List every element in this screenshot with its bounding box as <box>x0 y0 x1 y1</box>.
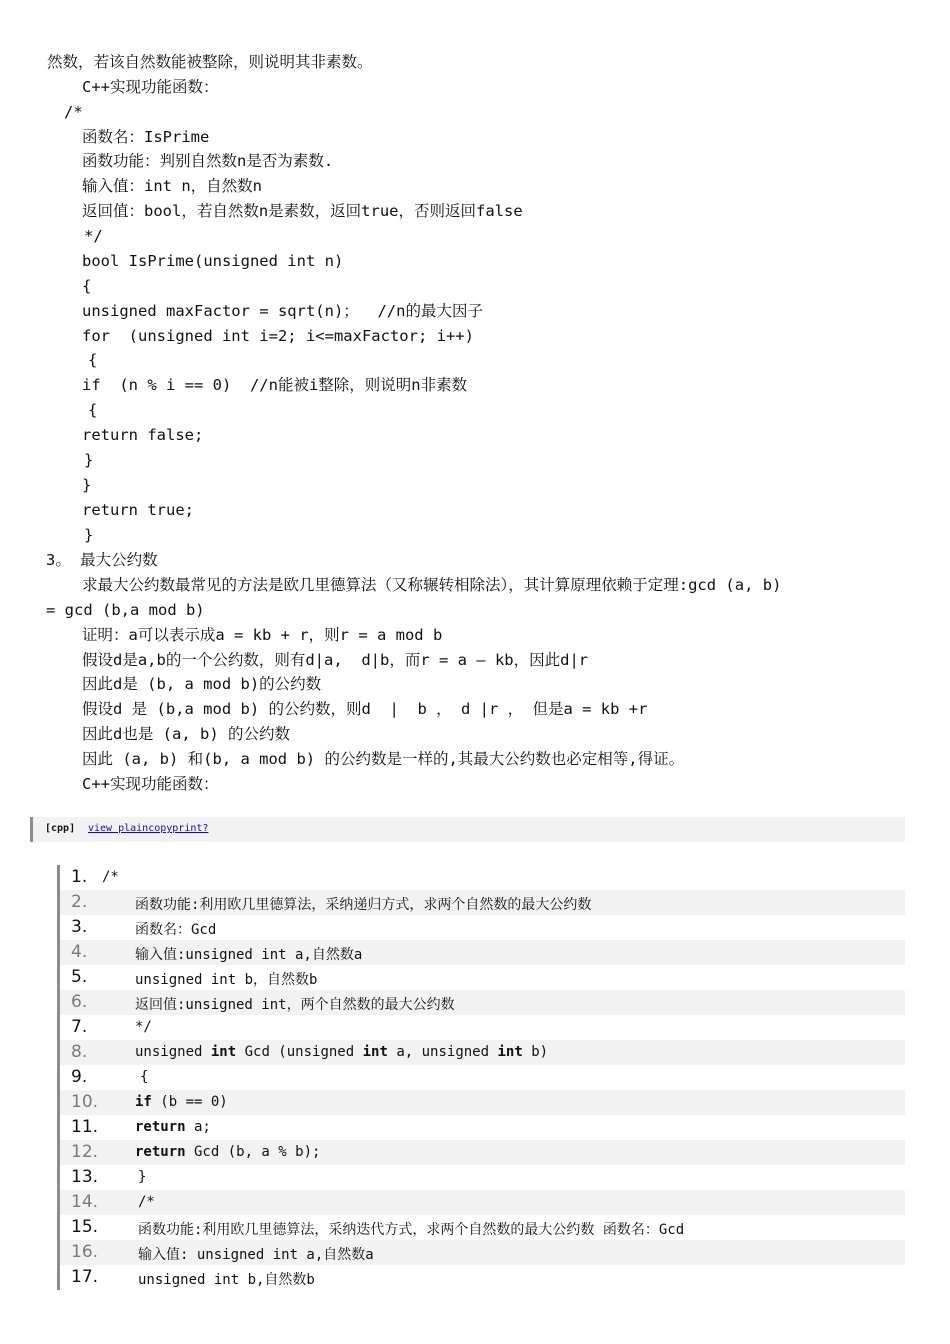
text-line: C++实现功能函数： <box>82 775 219 793</box>
code-token: 函数功能:利用欧几里德算法，采纳递归方式，求两个自然数的最大公约数 <box>135 897 592 913</box>
code-token: 输入值:unsigned int a,自然数a <box>135 947 363 963</box>
line-number: 7. <box>71 1017 88 1037</box>
code-text <box>140 1069 148 1085</box>
line-number: 11. <box>71 1117 99 1137</box>
code-row <box>60 990 905 1015</box>
line-number: 2. <box>71 892 88 912</box>
text-line: 因此 (a, b) 和(b, a mod b) 的公约数是一样的,其最大公约数也必定相等,得证。 <box>82 750 685 768</box>
code-language-label: [cpp] <box>45 823 76 834</box>
code-line: 函数名：IsPrime <box>82 128 210 146</box>
keyword: return <box>135 1144 186 1160</box>
code-row <box>60 1115 905 1140</box>
text-line: 因此d也是 (a, b) 的公约数 <box>82 725 290 743</box>
code-text <box>135 969 317 989</box>
code-line: unsigned maxFactor = sqrt(n)； //n的最大因子 <box>82 302 483 320</box>
section-heading: 3。 最大公约数 <box>46 551 158 569</box>
code-token: a; <box>185 1119 211 1135</box>
code-text <box>138 1269 315 1289</box>
code-row <box>60 890 905 915</box>
text-line: = gcd (b,a mod b) <box>46 601 205 619</box>
code-token: } <box>138 1169 147 1185</box>
code-line: { <box>88 351 98 369</box>
code-text <box>135 1044 548 1060</box>
keyword: return <box>135 1119 186 1135</box>
code-line: bool IsPrime(unsigned int n) <box>82 252 344 270</box>
line-number: 9. <box>71 1067 88 1087</box>
code-row <box>60 1090 905 1115</box>
code-row <box>60 1165 905 1190</box>
code-token: Gcd (b, a % b); <box>185 1144 321 1160</box>
code-token: Gcd (unsigned <box>236 1044 363 1060</box>
keyword: int <box>497 1044 523 1060</box>
code-token: 输入值: unsigned int a,自然数a <box>138 1247 374 1263</box>
code-token: /* <box>138 1194 155 1210</box>
keyword: if <box>135 1094 152 1110</box>
code-line: } <box>82 476 92 494</box>
line-number: 8. <box>71 1042 88 1062</box>
code-token: unsigned <box>135 1044 211 1060</box>
code-row <box>60 865 905 890</box>
code-line: for (unsigned int i=2; i<=maxFactor; i++) <box>82 327 474 345</box>
code-token: b) <box>522 1044 549 1060</box>
line-number: 14. <box>71 1192 99 1212</box>
code-token: unsigned int b,自然数b <box>138 1272 315 1288</box>
code-line: 返回值：bool，若自然数n是素数，返回true，否则返回false <box>82 202 523 220</box>
code-text <box>138 1244 374 1264</box>
code-text <box>135 1119 211 1135</box>
code-row <box>60 940 905 965</box>
code-row <box>60 1190 905 1215</box>
code-line: if (n % i == 0) //n能被i整除，则说明n非素数 <box>82 376 468 394</box>
code-token: */ <box>135 1019 152 1035</box>
code-row <box>60 965 905 990</box>
line-number: 3. <box>71 917 88 937</box>
text-line: 证明：a可以表示成a = kb + r，则r = a mod b <box>82 626 443 644</box>
code-line: return true; <box>82 501 194 519</box>
code-text <box>138 1194 155 1210</box>
code-token: unsigned int b，自然数b <box>135 972 318 988</box>
code-text <box>135 894 591 914</box>
text-line: C++实现功能函数： <box>82 78 219 96</box>
code-text <box>135 1094 228 1110</box>
text-line: 假设d 是 (b,a mod b) 的公约数，则d | b ， d |r ， 但是a = kb +r <box>82 700 648 718</box>
line-number: 17. <box>71 1267 99 1287</box>
line-number: 10. <box>71 1092 99 1112</box>
code-line: } <box>84 451 94 469</box>
line-number: 12. <box>71 1142 99 1162</box>
code-token: { <box>140 1069 149 1085</box>
text-line: 然数，若该自然数能被整除，则说明其非素数。 <box>47 53 373 71</box>
code-row <box>60 1015 905 1040</box>
code-text <box>135 944 362 964</box>
code-line: { <box>82 277 92 295</box>
code-line: return false; <box>82 426 204 444</box>
code-text <box>138 1219 684 1239</box>
keyword: int <box>362 1044 388 1060</box>
code-line: 函数功能：判别自然数n是否为素数. <box>82 152 334 170</box>
code-line: 输入值：int n，自然数n <box>82 177 262 195</box>
code-line: } <box>84 526 94 544</box>
code-token: 函数功能:利用欧几里德算法，采纳迭代方式，求两个自然数的最大公约数 函数名：Gcd <box>138 1222 685 1238</box>
line-number: 13. <box>71 1167 99 1187</box>
code-row <box>60 1140 905 1165</box>
line-number: 16. <box>71 1242 99 1262</box>
code-token: a, unsigned <box>387 1044 498 1060</box>
keyword: int <box>210 1044 237 1060</box>
code-row <box>60 1215 905 1240</box>
code-token: 函数名：Gcd <box>135 922 217 938</box>
code-toolbar-links[interactable]: view plaincopyprint? <box>88 823 209 834</box>
text-line: 因此d是 (b, a mod b)的公约数 <box>82 675 322 693</box>
code-line: /* <box>64 103 83 121</box>
code-text <box>102 869 119 885</box>
code-token: /* <box>102 869 119 885</box>
code-text <box>135 1144 320 1160</box>
code-text <box>135 994 455 1014</box>
line-number: 4. <box>71 942 88 962</box>
code-token: 返回值:unsigned int，两个自然数的最大公约数 <box>135 997 455 1013</box>
code-token: (b == 0) <box>151 1094 228 1110</box>
line-number: 15. <box>71 1217 99 1237</box>
code-line: */ <box>84 227 103 245</box>
text-line: 假设d是a,b的一个公约数，则有d|a, d|b，而r = a — kb，因此d|r <box>82 651 589 669</box>
code-toolbar <box>30 817 905 842</box>
code-row <box>60 1265 905 1290</box>
code-row <box>60 1065 905 1090</box>
code-row <box>60 915 905 940</box>
code-line: { <box>88 401 98 419</box>
line-number: 1. <box>71 867 88 887</box>
code-text <box>138 1169 146 1185</box>
code-text <box>135 919 216 939</box>
line-number: 6. <box>71 992 88 1012</box>
text-line: 求最大公约数最常见的方法是欧几里德算法（又称辗转相除法），其计算原理依赖于定理:gcd (a, b) <box>82 576 782 594</box>
code-text <box>135 1019 152 1035</box>
code-row <box>60 1240 905 1265</box>
line-number: 5. <box>71 967 88 987</box>
code-listing <box>57 865 905 1290</box>
code-row <box>60 1040 905 1065</box>
